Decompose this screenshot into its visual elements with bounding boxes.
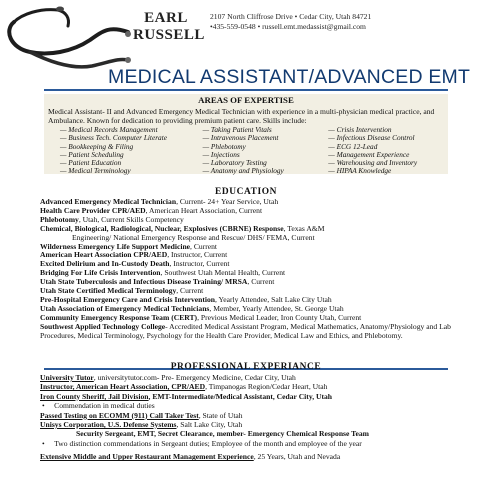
experience-item: Passed Testing on ECOMM (911) Call Taker Test, State of Utah [40,410,243,420]
skill-item: — Taking Patient Vitals [202,125,272,134]
skill-item: — Patient Scheduling [60,149,124,159]
experience-bullet: • Commendation in medical duties [42,401,155,411]
bullet-icon: • [42,401,55,411]
education-item: American Heart Association CPR/AED, Instructor, Current [40,251,228,260]
experience-list [40,373,452,462]
skill-item: — Patient Education [60,158,122,168]
education-item: Excited Delirium and In-Custody Death, Instructor, Current [40,260,230,269]
education-item: Utah State Certified Medical Terminology, Current [40,287,204,296]
skill-item: — Infectious Disease Control [328,133,415,143]
skill-item: — Business Tech. Computer Literate [60,133,167,143]
skill-item: — Intravenous Placement [202,133,279,143]
education-item: Advanced Emergency Medical Technician, Current- 24+ Year Service, Utah [40,198,279,206]
contact-info [210,12,371,32]
skill-item: — HIPAA Knowledge [328,166,392,176]
skill-item: — Management Experience [328,149,410,159]
education-item: Southwest Applied Technology College- Accredited Medical Assistant Program, Medical Mathematics, Anatomy/Physiology and Lab Procedures, Medical Terminology, Psychology for the Health Care Provider, Medical Law and Ethics, and Phlebotomy. [40,321,451,340]
skill-item: — ECG 12-Lead [328,141,378,151]
skills-column-2 [203,126,329,176]
contact-address: 2107 North Cliffrose Drive • Cedar City, Utah 84721 [210,12,372,21]
bullet-icon: • [42,438,55,448]
skill-item: — Laboratory Testing [202,158,267,168]
education-item: Wilderness Emergency Life Support Medicine, Current [40,242,218,251]
education-item-continued: Engineering/ National Emergency Response and Rescue/ DHS/ FEMA, Current [72,233,315,242]
education-item: Utah State Tuberculosis and Infectious Disease Training/ MRSA, Current [40,278,275,287]
experience-item: Instructor, American Heart Association, CPR/AED, Timpanogas Region/Cedar Heart, Utah [40,382,328,392]
areas-of-expertise-box [44,94,448,174]
experience-item: Extensive Middle and Upper Restaurant Management Experience, 25 Years, Utah and Nevada [40,452,341,462]
education-item: Pre-Hospital Emergency Care and Crisis Intervention, Yearly Attendee, Salt Lake City Utah [40,295,332,304]
education-list [40,198,452,341]
skill-item: — Warehousing and Inventory [328,158,418,168]
skills-grid [60,126,448,176]
skill-item: — Injections [202,149,240,159]
skill-item: — Crisis Intervention [328,125,392,134]
experience-bullet: • Two distinction commendations in Sergeant duties; Employee of the month and employee of the year [42,438,362,448]
experience-item: Unisys Corporation, U.S. Defense Systems, Salt Lake City, Utah [40,420,243,430]
name-first: EARL [144,10,188,26]
expertise-intro: Medical Assistant- II and Advanced Emergency Medical Technician with experience in a multi-physician medical practice, and Ambulance. Known for dedication to providing premium patient care. Skills include: [48,107,435,125]
education-heading: EDUCATION [214,187,277,197]
experience-heading: PROFESSIONAL EXPERIANCE [170,362,322,372]
skill-item: — Bookkeeping & Filing [60,141,134,151]
education-item: Health Care Provider CPR/AED, American Heart Association, Current [40,206,263,215]
education-item: Phlebotomy, Utah, Current Skills Competency [40,215,184,224]
experience-item: University Tutor, universitytutor.com- Pre- Emergency Medicine, Cedar City, Utah [40,373,296,382]
education-item: Community Emergency Response Team (CERT), Previous Medical Leader, Iron County Utah, Current [40,313,362,322]
resume-title: MEDICAL ASSISTANT/ADVANCED EMT [108,66,471,88]
skills-column-3 [328,126,448,176]
skill-item: — Phlebotomy [202,141,246,151]
skill-item: — Anatomy and Physiology [202,166,284,176]
skill-item: — Medical Records Management [60,125,158,134]
applicant-name [133,10,205,44]
divider [44,89,448,91]
expertise-heading: AREAS OF EXPERTISE [198,95,294,105]
skills-column-1 [60,126,203,176]
name-last: RUSSELL [133,27,205,43]
experience-item-continued: Security Sergeant, EMT, Secret Clearance, member- Emergency Chemical Response Team [76,429,369,439]
skill-item: — Medical Terminology [60,166,131,176]
experience-item: Iron County Sheriff, Jail Division, EMT-Intermediate/Medical Assistant, Cedar City, Utah [40,391,333,401]
contact-phone-email: •435-559-0548 • russell.emt.medassist@gmail.com [210,22,366,31]
education-item: Chemical, Biological, Radiological, Nuclear, Explosives (CBRNE) Response, Texas A&M [40,224,325,233]
education-item: Bridging For Life Crisis Intervention, Southwest Utah Mental Health, Current [40,269,286,278]
education-item: Utah Association of Emergency Medical Technicians, Member, Yearly Attendee, St. George Utah [40,304,344,313]
